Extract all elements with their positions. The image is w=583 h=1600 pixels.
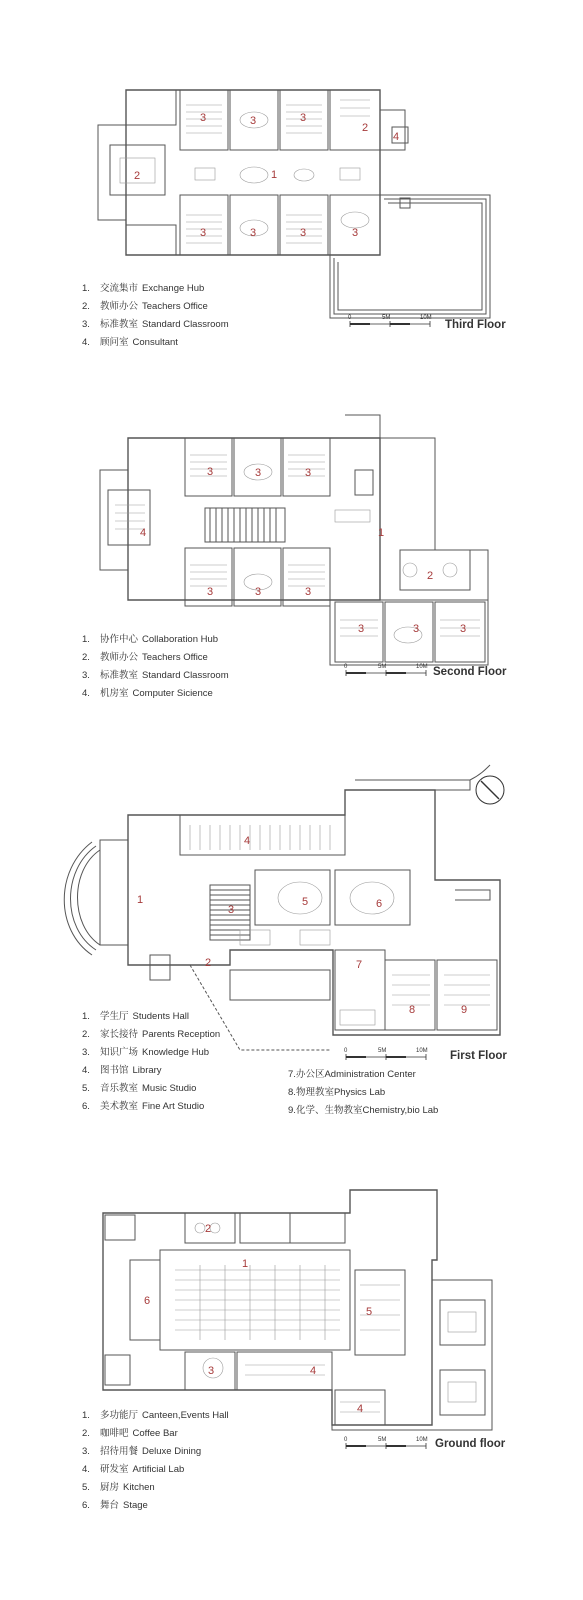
scale-zero: 0: [344, 664, 348, 670]
room-number: 4: [357, 1403, 364, 1415]
room-number: 3: [300, 112, 307, 124]
scale-end: 10M: [416, 664, 428, 670]
room-number: 3: [255, 586, 262, 598]
room-number: 3: [200, 112, 207, 124]
legend-item: 6. 美术教室 Fine Art Studio: [82, 1101, 205, 1112]
room-number: 3: [460, 623, 467, 635]
legend-item: 4. 机房室 Computer Sicience: [82, 688, 213, 699]
room-number: 1: [137, 894, 144, 906]
floor-title: Ground floor: [435, 1438, 506, 1450]
room-number: 2: [362, 122, 369, 134]
scale-mid: 5M: [378, 1437, 387, 1443]
legend-item: 7.办公区Administration Center: [288, 1069, 416, 1080]
second-floor-legend: [82, 631, 229, 703]
legend-item: 3. 知识广场 Knowledge Hub: [82, 1047, 210, 1058]
first-floor-legend-left: [82, 1008, 220, 1116]
second-floor-section: [0, 370, 583, 750]
legend-item: 5. 厨房 Kitchen: [82, 1482, 155, 1493]
room-number: 5: [366, 1306, 373, 1318]
scale-mid: 5M: [378, 1048, 387, 1054]
room-number: 3: [358, 623, 365, 635]
floor-title: Third Floor: [445, 319, 506, 331]
legend-item: 9.化学、生物教室Chemistry,bio Lab: [288, 1105, 439, 1116]
legend-item: 8.物理教室Physics Lab: [288, 1087, 386, 1098]
room-number: 3: [207, 466, 214, 478]
room-number: 4: [140, 527, 147, 539]
ground-floor-plan: [0, 1140, 583, 1600]
legend-item: 1. 协作中心 Collaboration Hub: [82, 634, 219, 645]
legend-item: 2. 教师办公 Teachers Office: [82, 652, 208, 663]
room-number: 2: [427, 570, 434, 582]
room-number: 3: [207, 586, 214, 598]
legend-item: 2. 教师办公 Teachers Office: [82, 301, 208, 312]
scale-end: 10M: [416, 1048, 428, 1054]
room-number: 9: [461, 1004, 468, 1016]
third-floor-section: [0, 0, 583, 370]
scale-zero: 0: [348, 315, 352, 321]
scale-zero: 0: [344, 1437, 348, 1443]
room-number: 3: [305, 586, 312, 598]
scale-bar: [344, 1437, 428, 1449]
room-number: 3: [255, 467, 262, 479]
room-number: 4: [310, 1365, 317, 1377]
floor-title: Second Floor: [433, 666, 507, 678]
scale-bar: [348, 315, 432, 327]
legend-item: 4. 图书馆 Library: [82, 1065, 162, 1076]
legend-item: 4. 顾问室 Consultant: [82, 337, 178, 348]
scale-mid: 5M: [382, 315, 391, 321]
floor-title: First Floor: [450, 1050, 507, 1062]
legend-item: 1. 交流集市 Exchange Hub: [82, 283, 205, 294]
legend-item: 2. 家长接待 Parents Reception: [82, 1029, 221, 1040]
room-number: 3: [228, 904, 235, 916]
legend-item: 1. 学生厅 Students Hall: [82, 1011, 190, 1022]
scale-zero: 0: [344, 1048, 348, 1054]
legend-item: 3. 标准教室 Standard Classroom: [82, 670, 229, 681]
room-number: 1: [378, 527, 385, 539]
room-number: 3: [305, 467, 312, 479]
room-number: 3: [200, 227, 207, 239]
legend-item: 2. 咖啡吧 Coffee Bar: [82, 1428, 178, 1439]
room-number: 2: [205, 957, 212, 969]
scale-mid: 5M: [378, 664, 387, 670]
room-number: 6: [376, 898, 383, 910]
legend-item: 1. 多功能厅 Canteen,Events Hall: [82, 1410, 229, 1421]
first-floor-legend-right: [288, 1066, 438, 1120]
first-floor-section: [0, 750, 583, 1140]
third-floor-legend: [82, 280, 229, 352]
room-number: 2: [134, 170, 141, 182]
room-number: 2: [205, 1223, 212, 1235]
legend-item: 3. 招待用餐 Deluxe Dining: [82, 1446, 202, 1457]
room-number: 1: [271, 169, 278, 181]
legend-item: 3. 标准教室 Standard Classroom: [82, 319, 229, 330]
legend-item: 6. 舞台 Stage: [82, 1500, 148, 1511]
room-number: 3: [208, 1365, 215, 1377]
room-number: 1: [242, 1258, 249, 1270]
legend-item: 4. 研发室 Artificial Lab: [82, 1464, 185, 1475]
room-number: 3: [250, 227, 257, 239]
scale-bar: [344, 1048, 428, 1060]
scale-bar: [344, 664, 428, 676]
scale-end: 10M: [416, 1437, 428, 1443]
room-number: 4: [244, 835, 251, 847]
scale-end: 10M: [420, 315, 432, 321]
room-number: 6: [144, 1295, 151, 1307]
room-number: 3: [300, 227, 307, 239]
ground-floor-legend: [82, 1407, 229, 1515]
room-number: 3: [352, 227, 359, 239]
room-number: 7: [356, 959, 363, 971]
north-arrow-icon: [476, 776, 504, 804]
room-number: 3: [250, 115, 257, 127]
room-number: 8: [409, 1004, 416, 1016]
room-number: 3: [413, 623, 420, 635]
room-number: 4: [393, 131, 400, 143]
ground-floor-section: [0, 1140, 583, 1600]
legend-item: 5. 音乐教室 Music Studio: [82, 1083, 197, 1094]
room-number: 5: [302, 896, 309, 908]
